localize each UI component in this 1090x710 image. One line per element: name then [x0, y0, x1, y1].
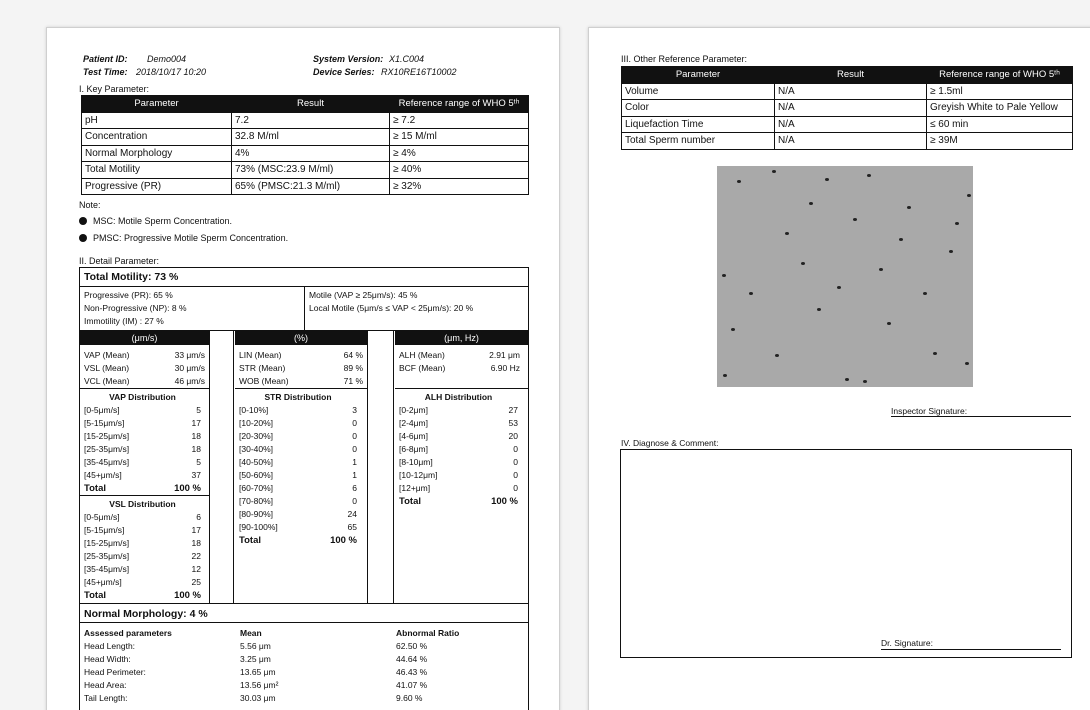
bin-label: [5-15μm/s]	[84, 525, 125, 535]
header-parameter: Parameter	[82, 96, 232, 113]
sperm-cell	[867, 174, 871, 177]
sperm-cell	[845, 378, 849, 381]
bin-value: 20	[508, 431, 518, 441]
vap-value: 33 μm/s	[174, 350, 205, 360]
table-row	[82, 112, 529, 129]
table-row	[622, 100, 1073, 117]
table-row	[84, 666, 524, 679]
column-gap	[368, 331, 394, 603]
normal-morphology-heading: Normal Morphology: 4 %	[80, 603, 528, 623]
bin-label: [90-100%]	[239, 522, 278, 532]
test-time: 2018/10/17 10:20	[136, 67, 207, 77]
sperm-cell	[825, 178, 829, 181]
alh-value: 2.91 μm	[489, 350, 520, 360]
bin-label: [35-45μm/s]	[84, 457, 130, 467]
bin-label: [70-80%]	[239, 496, 274, 506]
morphology-table	[80, 623, 528, 705]
bin-label: [45+μm/s]	[84, 577, 122, 587]
cell: ≥ 39M	[927, 133, 1073, 150]
bin-value: 18	[191, 444, 201, 454]
bin-value: 0	[513, 470, 518, 480]
cell: 32.8 M/ml	[232, 129, 390, 146]
total-value: 100 %	[174, 483, 201, 494]
vcl-value: 46 μm/s	[174, 376, 205, 386]
header-reference: Reference range of WHO 5ᵗʰ	[390, 96, 529, 113]
other-parameter-table	[621, 66, 1073, 150]
sperm-cell	[965, 362, 969, 365]
non-progressive-line: Non-Progressive (NP): 8 %	[84, 303, 187, 313]
header-mean: Mean	[240, 628, 262, 638]
cell: Greyish White to Pale Yellow	[927, 100, 1073, 117]
parameter-columns	[80, 331, 528, 603]
bin-value: 0	[352, 431, 357, 441]
cell: N/A	[775, 133, 927, 150]
cell: 46.43 %	[396, 667, 428, 677]
bin-value: 25	[191, 577, 201, 587]
sperm-cell	[933, 352, 937, 355]
progressive-line: Progressive (PR): 65 %	[84, 290, 173, 300]
bcf-label: BCF (Mean)	[399, 363, 446, 373]
bin-label: [50-60%]	[239, 470, 274, 480]
total-label: Total	[239, 535, 261, 546]
bin-label: [60-70%]	[239, 483, 274, 493]
motility-summary	[80, 287, 528, 331]
header-result: Result	[232, 96, 390, 113]
cell: Normal Morphology	[82, 145, 232, 162]
cell: 4%	[232, 145, 390, 162]
cell: 62.50 %	[396, 641, 428, 651]
bin-value: 0	[352, 444, 357, 454]
sperm-cell	[949, 250, 953, 253]
table-row	[84, 679, 524, 692]
motile-line: Motile (VAP ≥ 25μm/s): 45 %	[309, 290, 418, 300]
bin-label: [35-45μm/s]	[84, 564, 130, 574]
sperm-cell	[737, 180, 741, 183]
alh-distribution	[395, 389, 528, 508]
bin-label: [4-6μm]	[399, 431, 428, 441]
bin-value: 5	[196, 457, 201, 467]
bin-value: 0	[513, 483, 518, 493]
bin-label: [25-35μm/s]	[84, 551, 130, 561]
total-label: Total	[84, 590, 106, 601]
signature-line	[881, 649, 1061, 650]
alh-means	[395, 345, 528, 389]
bin-label: [5-15μm/s]	[84, 418, 125, 428]
sperm-cell	[853, 218, 857, 221]
local-motile-line: Local Motile (5μm/s ≤ VAP < 25μm/s): 20 %	[309, 303, 474, 313]
cell: 44.64 %	[396, 654, 428, 664]
bin-label: [30-40%]	[239, 444, 274, 454]
header-result: Result	[775, 67, 927, 84]
cell: 65% (PMSC:21.3 M/ml)	[232, 178, 390, 195]
bin-value: 12	[191, 564, 201, 574]
cell: N/A	[775, 83, 927, 100]
bin-label: [8-10μm]	[399, 457, 433, 467]
bin-value: 0	[513, 444, 518, 454]
cell: 3.25 μm	[240, 654, 271, 664]
patient-id: Demo004	[147, 54, 187, 64]
str-distribution-title: STR Distribution	[264, 392, 332, 402]
immotility-line: Immotility (IM) : 27 %	[84, 316, 164, 326]
str-distribution	[235, 389, 367, 547]
cell: 13.65 μm	[240, 667, 276, 677]
bin-value: 37	[191, 470, 201, 480]
bin-value: 6	[196, 512, 201, 522]
sperm-cell	[772, 170, 776, 173]
bin-label: [0-2μm]	[399, 405, 428, 415]
bin-label: [15-25μm/s]	[84, 538, 130, 548]
vsl-value: 30 μm/s	[174, 363, 205, 373]
vap-label: VAP (Mean)	[84, 350, 130, 360]
cell: 13.56 μm²	[240, 680, 279, 690]
bin-value: 0	[513, 457, 518, 467]
vsl-distribution-title: VSL Distribution	[109, 499, 176, 509]
speed-column-header: (μm/s)	[80, 331, 209, 345]
note-title: Note:	[79, 200, 101, 210]
str-label: STR (Mean)	[239, 363, 286, 373]
total-label: Total	[399, 496, 421, 507]
str-value: 89 %	[343, 363, 363, 373]
bin-value: 65	[347, 522, 357, 532]
sperm-cell	[785, 232, 789, 235]
sperm-cell	[907, 206, 911, 209]
bin-value: 5	[196, 405, 201, 415]
bin-label: [2-4μm]	[399, 418, 428, 428]
bin-label: [0-5μm/s]	[84, 512, 120, 522]
bin-value: 22	[191, 551, 201, 561]
cell: ≥ 1.5ml	[927, 83, 1073, 100]
sperm-cell	[879, 268, 883, 271]
table-row	[84, 692, 524, 705]
vsl-distribution	[80, 495, 209, 602]
cell: Head Length:	[84, 641, 136, 651]
other-parameter-title: III. Other Reference Parameter:	[621, 54, 748, 64]
test-time-label: Test Time:	[83, 67, 128, 77]
inspector-signature-label: Inspector Signature:	[891, 406, 968, 416]
vap-distribution-title: VAP Distribution	[109, 392, 176, 402]
cell: N/A	[775, 100, 927, 117]
column-gap	[210, 331, 234, 603]
header-parameter: Parameter	[622, 67, 775, 84]
signature-line	[891, 416, 1071, 417]
bin-value: 27	[508, 405, 518, 415]
header-abnormal-ratio: Abnormal Ratio	[396, 628, 460, 638]
table-row	[622, 133, 1073, 150]
table-row	[622, 116, 1073, 133]
bullet-icon	[79, 217, 87, 225]
device-series: RX10RE16T10002	[381, 67, 457, 77]
table-row	[82, 129, 529, 146]
vcl-label: VCL (Mean)	[84, 376, 130, 386]
diagnose-title: IV. Diagnose & Comment:	[621, 438, 719, 448]
bin-value: 53	[508, 418, 518, 428]
percent-column	[235, 331, 368, 603]
bin-value: 17	[191, 418, 201, 428]
sperm-cell	[723, 374, 727, 377]
bin-value: 0	[352, 496, 357, 506]
table-row	[84, 640, 524, 653]
sperm-cell	[923, 292, 927, 295]
device-series-label: Device Series:	[313, 67, 375, 77]
bin-value: 18	[191, 431, 201, 441]
cell: pH	[82, 112, 232, 129]
bin-label: [25-35μm/s]	[84, 444, 130, 454]
morphology-header	[84, 627, 524, 640]
wob-value: 71 %	[343, 376, 363, 386]
doctor-signature-label: Dr. Signature:	[881, 638, 933, 648]
sperm-cell	[863, 380, 867, 383]
sperm-cell	[809, 202, 813, 205]
table-row	[84, 653, 524, 666]
table-row	[82, 145, 529, 162]
bin-label: [40-50%]	[239, 457, 274, 467]
cell: ≥ 40%	[390, 162, 529, 179]
bin-value: 1	[352, 470, 357, 480]
cell: 5.56 μm	[240, 641, 271, 651]
alh-label: ALH (Mean)	[399, 350, 445, 360]
cell: Total Sperm number	[622, 133, 775, 150]
cell: Progressive (PR)	[82, 178, 232, 195]
lin-value: 64 %	[343, 350, 363, 360]
report-page-1	[46, 27, 560, 710]
cell: N/A	[775, 116, 927, 133]
alh-column-header: (μm, Hz)	[395, 331, 528, 345]
alh-column	[395, 331, 528, 603]
bin-value: 6	[352, 483, 357, 493]
patient-id-label: Patient ID:	[83, 54, 128, 64]
lin-label: LIN (Mean)	[239, 350, 282, 360]
bin-label: [20-30%]	[239, 431, 274, 441]
report-page-2	[588, 27, 1090, 710]
note-item	[79, 233, 288, 243]
cell: Liquefaction Time	[622, 116, 775, 133]
bin-value: 0	[352, 418, 357, 428]
header-assessed: Assessed parameters	[84, 628, 172, 638]
cell: Head Area:	[84, 680, 127, 690]
alh-distribution-title: ALH Distribution	[424, 392, 493, 402]
motility-right	[305, 287, 528, 330]
bin-label: [6-8μm]	[399, 444, 428, 454]
bin-value: 17	[191, 525, 201, 535]
sperm-cell	[817, 308, 821, 311]
cell: Tail Length:	[84, 693, 128, 703]
bin-label: [0-10%]	[239, 405, 269, 415]
sperm-cell	[967, 194, 971, 197]
total-value: 100 %	[330, 535, 357, 546]
sperm-cell	[775, 354, 779, 357]
bin-label: [10-20%]	[239, 418, 274, 428]
system-version: X1.C004	[389, 54, 425, 64]
cell: Color	[622, 100, 775, 117]
cell: 9.60 %	[396, 693, 423, 703]
table-row	[622, 83, 1073, 100]
sperm-cell	[731, 328, 735, 331]
bin-value: 24	[347, 509, 357, 519]
bin-value: 1	[352, 457, 357, 467]
bin-label: [12+μm]	[399, 483, 431, 493]
total-value: 100 %	[491, 496, 518, 507]
cell: Head Perimeter:	[84, 667, 146, 677]
total-label: Total	[84, 483, 106, 494]
cell: Volume	[622, 83, 775, 100]
speed-column	[80, 331, 210, 603]
note-text: MSC: Motile Sperm Concentration.	[93, 216, 233, 226]
bin-label: [10-12μm]	[399, 470, 438, 480]
speed-means	[80, 345, 209, 389]
sperm-cell	[955, 222, 959, 225]
vap-distribution	[80, 389, 209, 495]
sperm-cell	[837, 286, 841, 289]
detail-parameter-box	[79, 267, 529, 710]
sperm-cell	[899, 238, 903, 241]
sperm-cell	[722, 274, 726, 277]
sperm-cell	[749, 292, 753, 295]
percent-column-header: (%)	[235, 331, 367, 345]
cell: 30.03 μm	[240, 693, 276, 703]
table-row	[82, 178, 529, 195]
bin-value: 18	[191, 538, 201, 548]
bin-label: [15-25μm/s]	[84, 431, 130, 441]
header-reference: Reference range of WHO 5ᵗʰ	[927, 67, 1073, 84]
microscope-image	[717, 166, 973, 387]
key-parameter-title: I. Key Parameter:	[79, 84, 150, 94]
motility-left	[80, 287, 305, 330]
key-parameter-table	[81, 95, 529, 195]
cell: 7.2	[232, 112, 390, 129]
note-item	[79, 216, 232, 226]
bin-label: [0-5μm/s]	[84, 405, 120, 415]
system-version-label: System Version:	[313, 54, 384, 64]
detail-parameter-title: II. Detail Parameter:	[79, 256, 160, 266]
total-value: 100 %	[174, 590, 201, 601]
cell: ≥ 7.2	[390, 112, 529, 129]
sperm-cell	[887, 322, 891, 325]
bin-label: [80-90%]	[239, 509, 274, 519]
bin-value: 3	[352, 405, 357, 415]
percent-means	[235, 345, 367, 389]
total-motility-heading: Total Motility: 73 %	[80, 268, 528, 287]
cell: ≥ 32%	[390, 178, 529, 195]
bcf-value: 6.90 Hz	[490, 363, 520, 373]
cell: 41.07 %	[396, 680, 428, 690]
wob-label: WOB (Mean)	[239, 376, 289, 386]
bullet-icon	[79, 234, 87, 242]
cell: ≤ 60 min	[927, 116, 1073, 133]
cell: Concentration	[82, 129, 232, 146]
cell: ≥ 15 M/ml	[390, 129, 529, 146]
sperm-cell	[801, 262, 805, 265]
cell: ≥ 4%	[390, 145, 529, 162]
cell: 73% (MSC:23.9 M/ml)	[232, 162, 390, 179]
vsl-label: VSL (Mean)	[84, 363, 130, 373]
diagnose-comment-box[interactable]	[620, 449, 1072, 658]
table-row	[82, 162, 529, 179]
cell: Head Width:	[84, 654, 131, 664]
note-text: PMSC: Progressive Motile Sperm Concentration.	[93, 233, 289, 243]
cell: Total Motility	[82, 162, 232, 179]
bin-label: [45+μm/s]	[84, 470, 122, 480]
